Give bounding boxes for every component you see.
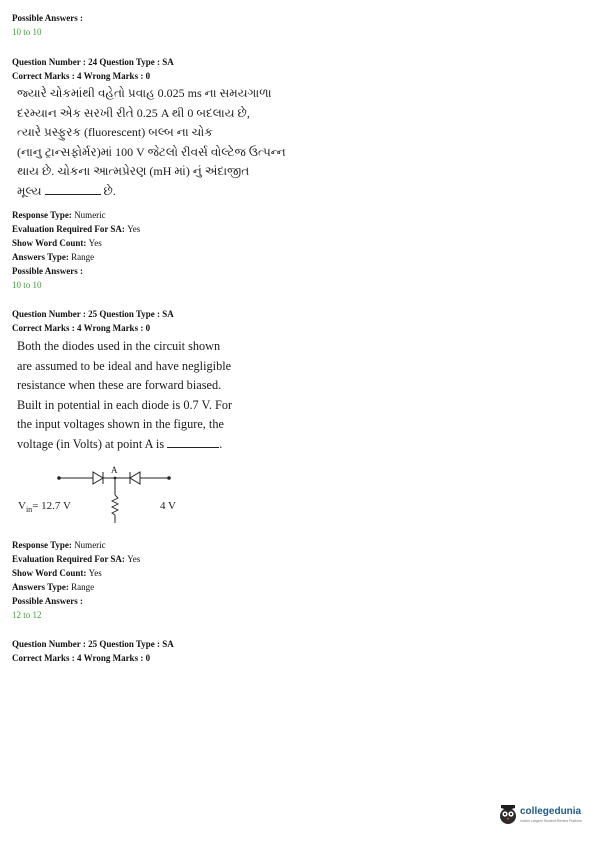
value: Yes	[88, 238, 102, 248]
diode-2	[130, 472, 140, 484]
owl-mascot-icon	[498, 802, 518, 826]
label: Evaluation Required For SA:	[12, 554, 125, 564]
q24-text-line-last	[17, 182, 286, 202]
answer-blank	[167, 437, 219, 448]
q25a-response-type	[12, 538, 106, 552]
value: Range	[71, 582, 95, 592]
q25a-word-count	[12, 566, 102, 580]
q24-header-line1: Question Number : 24 Question Type : SA	[12, 57, 174, 67]
q25b-header-line1: Question Number : 25 Question Type : SA	[12, 639, 174, 649]
node-a-label: A	[111, 465, 118, 475]
q24-text-line: થાય છે. ચોકના આત્મપ્રેરણ (mH માં) નું અંદાજીત	[17, 164, 250, 178]
q24-eval-required	[12, 222, 140, 236]
q25a-text-line: resistance when these are forward biased.	[17, 378, 222, 393]
logo-tagline: India's Largest Student Review Platform	[520, 819, 583, 823]
q24-possible-answers-label: Possible Answers :	[12, 266, 84, 276]
q25a-text-line: Built in potential in each diode is 0.7 V. For	[17, 397, 233, 412]
label: Response Type:	[12, 210, 72, 220]
q25a-eval-required	[12, 552, 140, 566]
value: Numeric	[74, 210, 106, 220]
value: Numeric	[74, 540, 106, 550]
q24-answers-type	[12, 250, 94, 264]
value: Yes	[127, 554, 141, 564]
q25a-header-line2: Correct Marks : 4 Wrong Marks : 0	[12, 323, 151, 333]
q24-text-word: મૂલ્ય	[17, 183, 42, 198]
label: Response Type:	[12, 540, 72, 550]
q24-text-line: ત્યારે પ્રસ્ફુરક (fluorescent) બલ્બ ના ચોક	[17, 125, 213, 139]
possible-answers-value: 10 to 10	[12, 27, 42, 37]
label: Evaluation Required For SA:	[12, 224, 125, 234]
logo-name: collegedunia	[520, 806, 582, 817]
q25a-text-word: voltage (in Volts) at point A is	[17, 436, 165, 451]
q25b-header-line2: Correct Marks : 4 Wrong Marks : 0	[12, 653, 151, 663]
q24-question-text	[17, 84, 286, 201]
q25a-possible-answers-value: 12 to 12	[12, 610, 42, 620]
vin-label: $V_{in}= 12.7$ V	[18, 500, 71, 514]
value: Yes	[88, 568, 102, 578]
label: Answers Type:	[12, 252, 69, 262]
resistor	[112, 495, 118, 515]
q24-header-line2: Correct Marks : 4 Wrong Marks : 0	[12, 71, 151, 81]
q24-text-line: દરમ્યાન એક સરખી રીતે 0.25 A થી 0 બદલાય છે,	[17, 105, 250, 120]
q25a-text-line: Both the diodes used in the circuit shown	[17, 339, 221, 353]
collegedunia-logo	[498, 800, 588, 830]
label: Show Word Count:	[12, 238, 87, 248]
q24-word-count	[12, 236, 102, 250]
q25a-text-line-last	[17, 435, 232, 455]
q25a-header-line1: Question Number : 25 Question Type : SA	[12, 309, 174, 319]
answer-blank	[45, 184, 101, 195]
possible-answers-label: Possible Answers :	[12, 13, 84, 23]
q25a-possible-answers-label: Possible Answers :	[12, 596, 84, 606]
value: Yes	[127, 224, 141, 234]
circuit-diagram	[15, 465, 195, 527]
q25a-question-text	[17, 337, 232, 455]
label: Show Word Count:	[12, 568, 87, 578]
q24-possible-answers-value: 10 to 10	[12, 280, 42, 290]
q25a-text-word: .	[219, 436, 223, 451]
q24-text-line: (નાનુ ટ્રાન્સફોર્મર)માં 100 V જેટલો રીવર્સ વોલ્ટેજ ઉત્પન્ન	[17, 144, 286, 159]
right-voltage-label: 4 V	[160, 500, 176, 512]
q24-response-type	[12, 208, 106, 222]
q24-text-line: જ્યારે ચોકમાંથી વહેતો પ્રવાહ 0.025 ms ના સમયગાળા	[17, 86, 272, 100]
right-terminal	[167, 476, 171, 480]
diode-1	[93, 472, 103, 484]
label: Answers Type:	[12, 582, 69, 592]
value: Range	[71, 252, 95, 262]
q25a-answers-type	[12, 580, 94, 594]
q24-text-word: છે.	[103, 183, 116, 198]
q25a-text-line: are assumed to be ideal and have negligible	[17, 358, 232, 373]
q25a-text-line: the input voltages shown in the figure, the	[17, 417, 224, 432]
